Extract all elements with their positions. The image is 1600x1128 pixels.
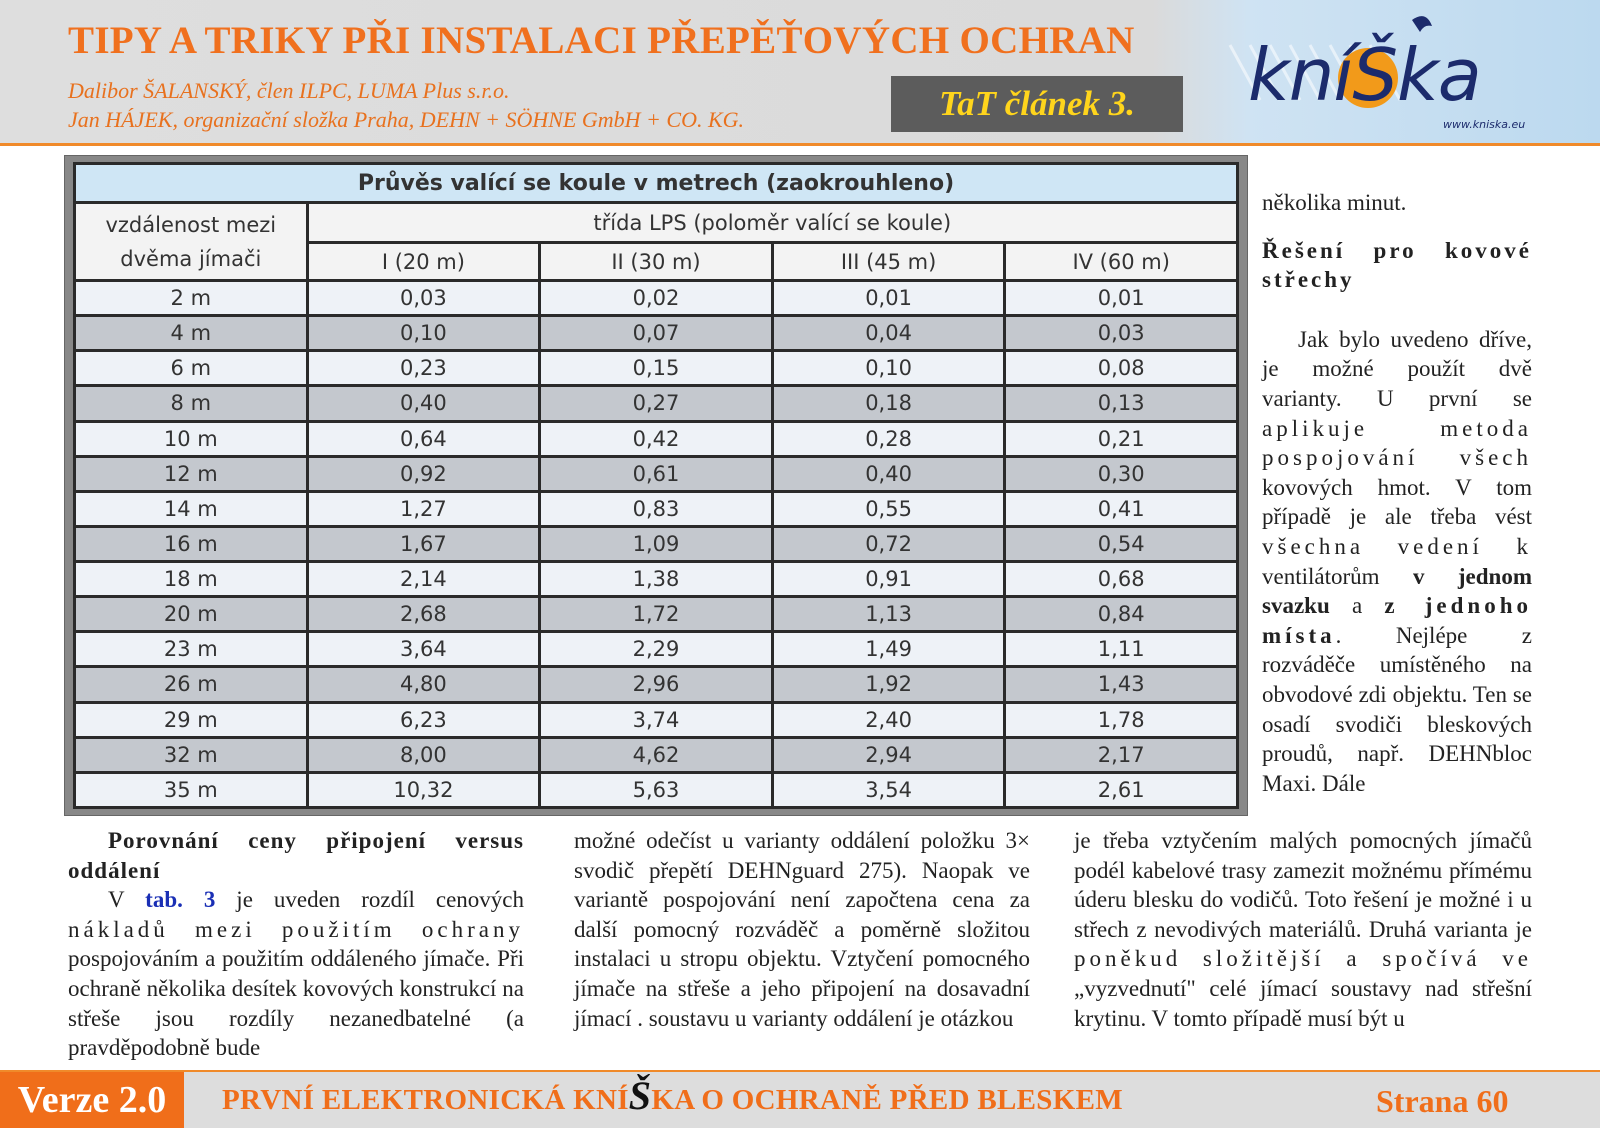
footer-title-part: PRVNÍ ELEKTRONICKÁ KNÍ [222, 1084, 629, 1116]
sag-value-cell: 0,10 [307, 316, 540, 351]
sag-value-cell: 1,72 [540, 597, 773, 632]
sag-value-cell: 1,49 [772, 632, 1005, 667]
sag-value-cell: 0,27 [540, 386, 773, 421]
table-row [75, 316, 1238, 351]
table-row [75, 667, 1238, 702]
text-span-spaced: všechna vedení k [1262, 533, 1532, 559]
distance-cell: 18 m [75, 562, 308, 597]
distance-cell: 12 m [75, 456, 308, 491]
text-span: „vyzvednutí" celé jímací soustavy nad střešní krytinu. V tomto případě musí být u [1074, 975, 1532, 1031]
sag-value-cell: 0,13 [1005, 386, 1238, 421]
text-span: je třeba vztyčením malých pomocných jímačů podél kabelové trasy zamezit možnému přímému úderu blesku do vodičů. Toto řešení je možné i u střech z nevodivých materiálů. Druhá varianta je [1074, 828, 1532, 942]
sag-value-cell: 2,61 [1005, 772, 1238, 807]
table-row [75, 386, 1238, 421]
sag-value-cell: 1,13 [772, 597, 1005, 632]
sag-value-cell: 0,23 [307, 351, 540, 386]
sag-value-cell: 0,68 [1005, 562, 1238, 597]
sag-value-cell: 0,07 [540, 316, 773, 351]
page-number: Strana 60 [1376, 1083, 1509, 1119]
group-header-lps-class: třída LPS (poloměr valící se koule) [307, 203, 1237, 243]
sag-value-cell: 0,72 [772, 526, 1005, 561]
sag-value-cell: 0,01 [1005, 281, 1238, 316]
paragraph-price-comparison [68, 885, 524, 1063]
author-line-1: Dalibor ŠALANSKÝ, člen ILPC, LUMA Plus s.r.o. [68, 78, 510, 103]
distance-cell: 32 m [75, 737, 308, 772]
continuation-text: několika minut. [1262, 190, 1407, 215]
bottom-text-column-1 [68, 826, 524, 1063]
table-row [75, 456, 1238, 491]
sag-value-cell: 0,04 [772, 316, 1005, 351]
text-span-spaced: poněkud složitější a spočívá ve [1074, 946, 1532, 972]
footer-title-s: Š [628, 1073, 652, 1118]
logo-url[interactable]: www.kniska.eu [1443, 118, 1526, 131]
sag-value-cell: 5,63 [540, 772, 773, 807]
table-row [75, 526, 1238, 561]
text-span-bold: z jednoho místa [1262, 593, 1533, 648]
column-header: II (30 m) [540, 243, 773, 281]
text-span-spaced: aplikuje metoda pospojování všech [1262, 415, 1532, 471]
sag-value-cell: 2,29 [540, 632, 773, 667]
table-row [75, 491, 1238, 526]
paragraph-metal-roofs [1262, 325, 1532, 799]
right-text-column [1262, 188, 1532, 798]
table-row [75, 562, 1238, 597]
logo-wordmark [1248, 33, 1481, 117]
sag-value-cell: 0,61 [540, 456, 773, 491]
paragraph-column-2: možné odečíst u varianty oddálení položku 3× svodič přepětí DEHNguard 275). Naopak ve variantě pospojování není započtena cena za další pomocný rozváděč a poměrně složitou instalaci u stropu objektu. Vztyčení pomocného jímače na střeše a jeho připojení na dosavadní jímací . soustavu u varianty oddálení je otázkou [574, 828, 1030, 1031]
distance-cell: 23 m [75, 632, 308, 667]
sag-value-cell: 0,08 [1005, 351, 1238, 386]
sag-value-cell: 0,10 [772, 351, 1005, 386]
logo-text-left: kní [1248, 33, 1353, 117]
sag-value-cell: 1,11 [1005, 632, 1238, 667]
sag-value-cell: 4,80 [307, 667, 540, 702]
sag-value-cell: 0,83 [540, 491, 773, 526]
sag-value-cell: 2,96 [540, 667, 773, 702]
sag-value-cell: 1,27 [307, 491, 540, 526]
sag-value-cell: 0,84 [1005, 597, 1238, 632]
text-span-bold: v jednom svazku [1262, 563, 1532, 619]
sag-value-cell: 0,15 [540, 351, 773, 386]
table-row [75, 421, 1238, 456]
sag-value-cell: 0,64 [307, 421, 540, 456]
sag-value-cell: 0,18 [772, 386, 1005, 421]
sag-value-cell: 3,64 [307, 632, 540, 667]
text-span: V [108, 887, 146, 913]
bottom-text-column-3 [1074, 826, 1532, 1033]
distance-cell: 20 m [75, 597, 308, 632]
sag-value-cell: 2,17 [1005, 737, 1238, 772]
sag-value-cell: 0,40 [772, 456, 1005, 491]
sag-value-cell: 2,68 [307, 597, 540, 632]
sag-value-cell: 8,00 [307, 737, 540, 772]
sag-value-cell: 0,40 [307, 386, 540, 421]
text-span: a [1329, 593, 1385, 619]
paragraph-column-3 [1074, 826, 1532, 1033]
table-row [75, 597, 1238, 632]
sag-value-cell: 0,54 [1005, 526, 1238, 561]
sag-value-cell: 6,23 [307, 702, 540, 737]
distance-cell: 8 m [75, 386, 308, 421]
table-row [75, 351, 1238, 386]
sag-value-cell: 0,92 [307, 456, 540, 491]
text-span: ventilátorům [1262, 563, 1413, 589]
distance-cell: 2 m [75, 281, 308, 316]
sag-value-cell: 0,55 [772, 491, 1005, 526]
sag-value-cell: 1,09 [540, 526, 773, 561]
column-header: III (45 m) [772, 243, 1005, 281]
sag-value-cell: 1,43 [1005, 667, 1238, 702]
article-title: TIPY A TRIKY PŘI INSTALACI PŘEPĚŤOVÝCH OCHRAN [68, 19, 1135, 62]
text-span-spaced: nákladů mezi použitím ochrany [68, 916, 524, 942]
distance-cell: 14 m [75, 491, 308, 526]
author-line-2: Jan HÁJEK, organizační složka Praha, DEHN + SÖHNE GmbH + CO. KG. [68, 107, 745, 132]
kniska-logo[interactable] [1190, 0, 1600, 143]
sag-value-cell: 0,01 [772, 281, 1005, 316]
sag-value-cell: 0,91 [772, 562, 1005, 597]
sag-value-cell: 0,03 [307, 281, 540, 316]
column-header: I (20 m) [307, 243, 540, 281]
tat-article-badge: TaT článek 3. [891, 76, 1183, 132]
text-span: pospojováním a použitím oddáleného jímače. Při ochraně několika desítek kovových konstrukcí na střeše jsou rozdíly nezanedbatelné (a pravděpodobně bude [68, 946, 524, 1061]
table-row [75, 737, 1238, 772]
distance-cell: 35 m [75, 772, 308, 807]
sag-value-cell: 1,92 [772, 667, 1005, 702]
section-heading-price-comparison: Porovnání ceny připojení versus oddálení [68, 828, 524, 883]
sag-value-cell: 0,03 [1005, 316, 1238, 351]
column-header: IV (60 m) [1005, 243, 1238, 281]
sag-value-cell: 1,67 [307, 526, 540, 561]
sag-value-cell: 3,54 [772, 772, 1005, 807]
sag-value-cell: 0,21 [1005, 421, 1238, 456]
distance-cell: 26 m [75, 667, 308, 702]
table-reference-link[interactable]: tab. 3 [145, 887, 216, 913]
sag-value-cell: 2,40 [772, 702, 1005, 737]
sag-value-cell: 4,62 [540, 737, 773, 772]
table-row [75, 772, 1238, 807]
text-span: je uveden rozdíl cenových [215, 887, 524, 913]
sag-value-cell: 10,32 [307, 772, 540, 807]
section-heading-metal-roofs: Řešení pro kovové střechy [1262, 237, 1532, 293]
table-row [75, 632, 1238, 667]
sag-value-cell: 2,14 [307, 562, 540, 597]
table-row [75, 702, 1238, 737]
distance-cell: 29 m [75, 702, 308, 737]
rolling-sphere-sag-table [73, 162, 1239, 809]
distance-cell: 10 m [75, 421, 308, 456]
sag-value-cell: 0,41 [1005, 491, 1238, 526]
distance-cell: 4 m [75, 316, 308, 351]
text-span: . Nejlépe z rozváděče umístěného na obvodové zdi objektu. Ten se osadí svodiči bleskových proudů, např. DEHNbloc Maxi. Dále [1262, 622, 1532, 796]
table-row [75, 281, 1238, 316]
sag-value-cell: 0,02 [540, 281, 773, 316]
logo-text-right: ka [1397, 33, 1481, 117]
version-badge: Verze 2.0 [0, 1072, 184, 1128]
sag-value-cell: 0,28 [772, 421, 1005, 456]
footer-title-part: KA O OCHRANĚ PŘED BLESKEM [651, 1084, 1123, 1116]
header-divider [0, 143, 1600, 146]
sag-value-cell: 1,78 [1005, 702, 1238, 737]
sag-value-cell: 1,38 [540, 562, 773, 597]
distance-cell: 6 m [75, 351, 308, 386]
sag-value-cell: 3,74 [540, 702, 773, 737]
logo-text-s: Š [1352, 33, 1398, 117]
distance-cell: 16 m [75, 526, 308, 561]
sag-value-cell: 0,42 [540, 421, 773, 456]
bottom-text-column-2 [574, 826, 1030, 1033]
sag-value-cell: 0,30 [1005, 456, 1238, 491]
text-span: Jak bylo uvedeno dříve, je možné použít dvě varianty. U první se [1262, 326, 1532, 411]
table-caption: Průvěs valící se koule v metrech (zaokrouhleno) [75, 164, 1238, 203]
row-header-distance: vzdálenost mezi dvěma jímači [75, 203, 308, 281]
footer-book-title [222, 1073, 1123, 1118]
sag-table-frame [64, 155, 1248, 816]
sag-value-cell: 2,94 [772, 737, 1005, 772]
text-span: kovových hmot. V tom případě je ale třeba vést [1262, 474, 1532, 530]
